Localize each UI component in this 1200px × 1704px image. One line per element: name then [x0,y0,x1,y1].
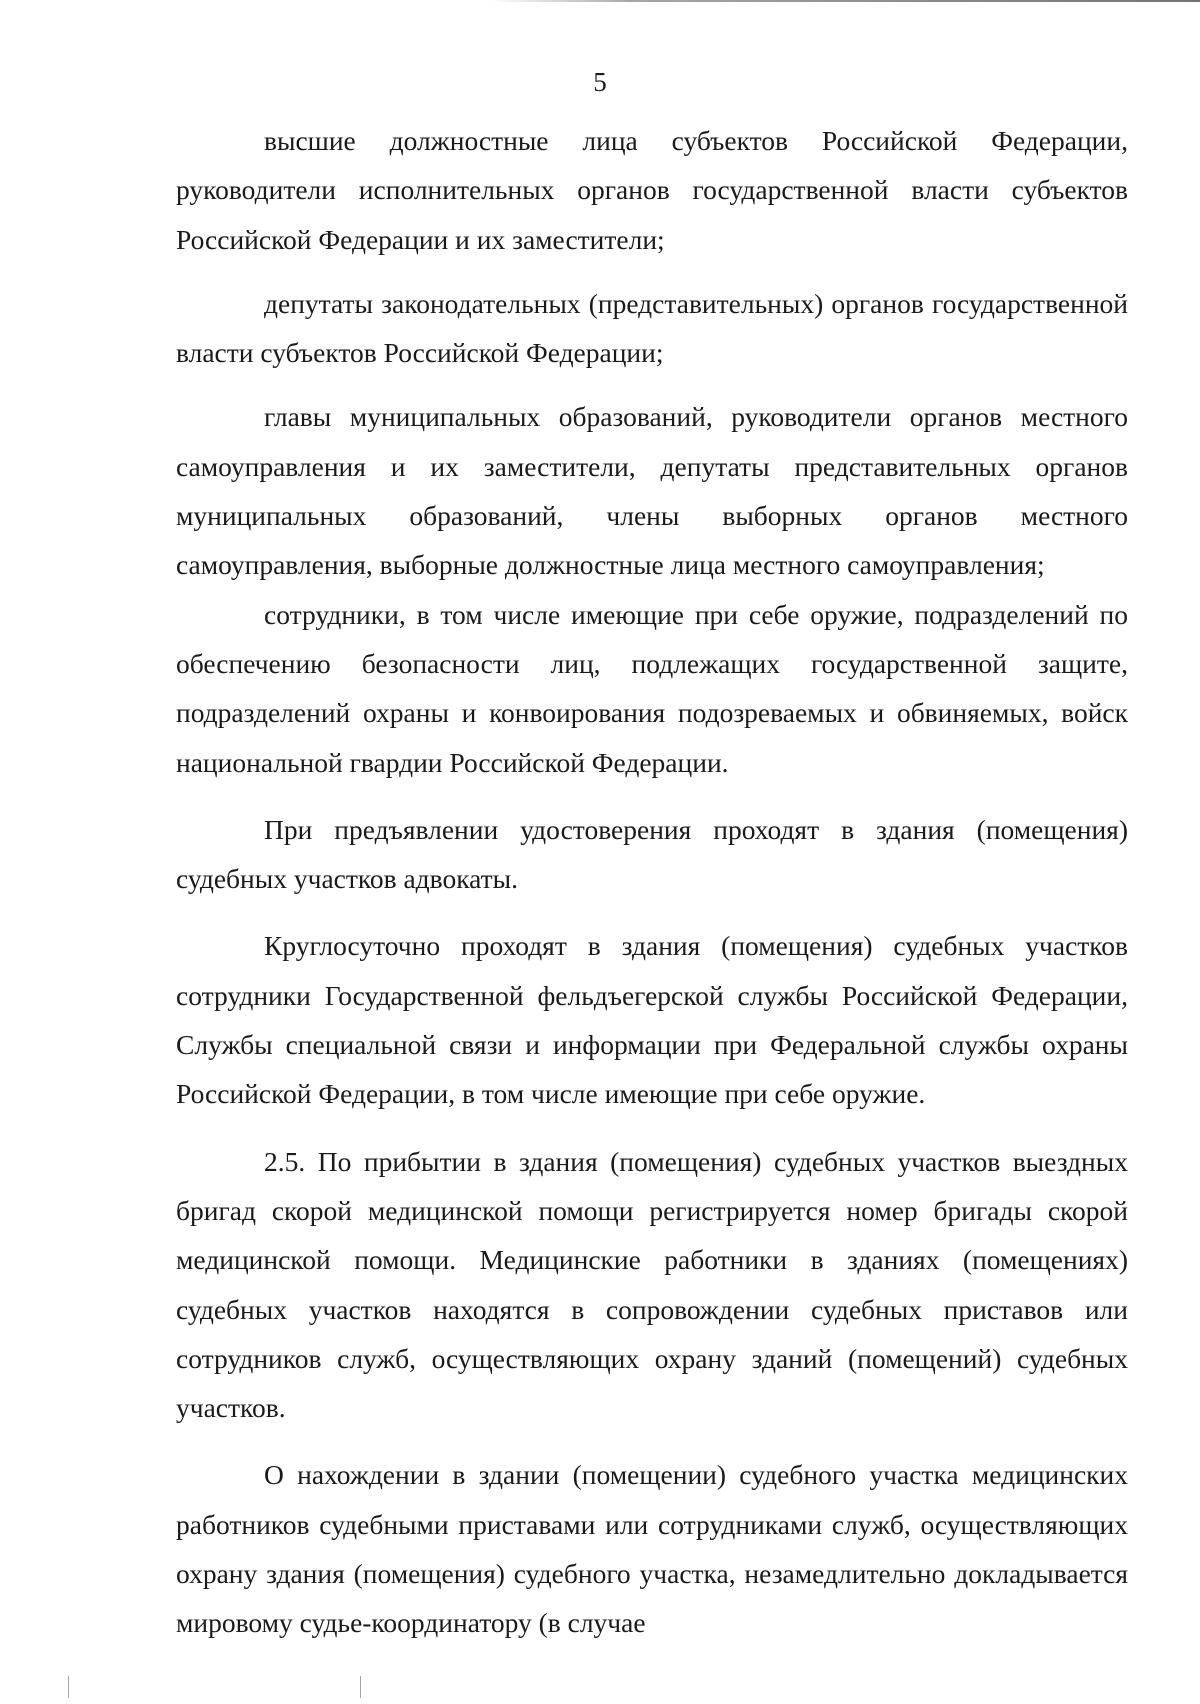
paragraph-officials: высшие должностные лица субъектов Российской Федерации, руководители исполнительных органов государственной власти субъектов Российской Федерации и их заместители; [176,125,1128,255]
scan-top-edge-line [490,0,1200,2]
scan-edge-mark [68,1676,69,1698]
paragraph-medical-report: О нахождении в здании (помещении) судебного участка медицинских работников судебными приставами или сотрудниками служб, осуществляющих охрану здания (помещения) судебного участка, незамедлительно докладывается мировому судье-координатору (в случае [176,1459,1128,1639]
paragraph-lawyers: При предъявлении удостоверения проходят в здания (помещения) судебных участков адвокаты. [176,813,1128,895]
document-body [176,116,1128,1648]
page-number: 5 [593,67,607,97]
paragraph-security-staff: сотрудники, в том числе имеющие при себе оружие, подразделений по обеспечению безопасности лиц, подлежащих государственной защите, подразделений охраны и конвоирования подозреваемых и обвиняемых, войск национальной гвардии Российской Федерации. [176,598,1128,778]
paragraph-municipal-heads: главы муниципальных образований, руководители органов местного самоуправления и их заместители, депутаты представительных органов муниципальных образований, члены выборных органов местного самоуправления, выборные должностные лица местного самоуправления; [176,401,1128,581]
paragraph-courier-service: Круглосуточно проходят в здания (помещения) судебных участков сотрудники Государственной фельдъегерской службы Российской Федерации, Службы специальной связи и информации при Федеральной службы охраны Российской Федерации, в том числе имеющие при себе оружие. [176,930,1128,1110]
paragraph-section-2-5: 2.5. По прибытии в здания (помещения) судебных участков выездных бригад скорой медицинской помощи регистрируется номер бригады скорой медицинской помощи. Медицинские работники в зданиях (помещениях) судебных участков находятся в сопровождении судебных приставов или сотрудников служб, осуществляющих охрану зданий (помещений) судебных участков. [176,1145,1128,1424]
scan-edge-mark [360,1676,361,1698]
paragraph-deputies: депутаты законодательных (представительных) органов государственной власти субъектов Российской Федерации; [176,287,1128,369]
